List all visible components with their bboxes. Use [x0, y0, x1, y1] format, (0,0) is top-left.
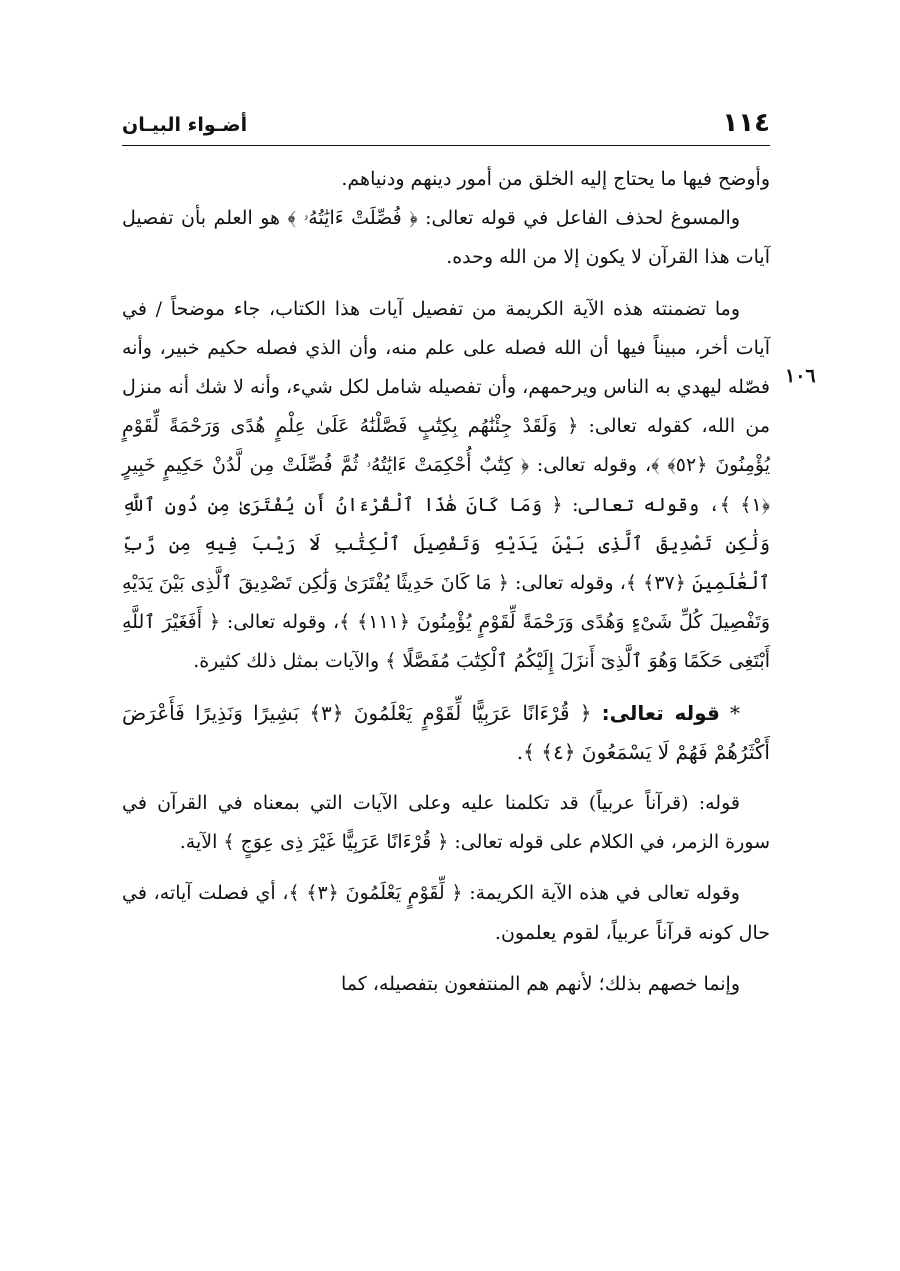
- book-title: أضـواء البيـان: [122, 114, 248, 136]
- paragraph-2: والمسوغ لحذف الفاعل في قوله تعالى: ﴿ فُصِّلَتْ ءَايَٰتُهُۥ ﴾ هو العلم بأن تفصيل آيات هذا القرآن لا يكون إلا من الله وحده.: [122, 207, 770, 269]
- paragraph-6: وإنما خصهم بذلك؛ لأنهم هم المنتفعون بتفصيله، كما: [340, 972, 740, 995]
- paragraph-1: وأوضح فيها ما يحتاج إليه الخلق من أمور دينهم ودنياهم.: [341, 168, 770, 190]
- paragraph-5: وقوله تعالى في هذه الآية الكريمة: ﴿ لِّقَوْمٍ يَعْلَمُونَ ﴿٣﴾ ﴾، أي فصلت آياته، في حال كونه قرآناً عربياً، لقوم يعلمون.: [122, 882, 770, 944]
- header-rule: [122, 145, 770, 146]
- heading-label: قوله تعالى:: [601, 700, 720, 725]
- original-page-marker: ١٠٦: [785, 365, 816, 387]
- heading-verse: ﴿ قُرْءَانًا عَرَبِيًّا لِّقَوْمٍ يَعْلَمُونَ ﴿٣﴾ بَشِيرًا وَنَذِيرًا فَأَعْرَضَ أَكْثَرُهُمْ فَهُمْ لَا يَسْمَعُونَ ﴿٤﴾ ﴾.: [122, 700, 770, 764]
- heading-marker: *: [730, 700, 741, 725]
- page-header: [122, 108, 770, 142]
- body-text: [122, 160, 770, 1004]
- paragraph-4: قوله: (قرآناً عربياً) قد تكلمنا عليه وعلى الآيات التي بمعناه في القرآن في سورة الزمر، في الكلام على قوله تعالى: ﴿ قُرْءَانًا عَرَبِيًّا غَيْرَ ذِى عِوَجٍ ﴾ الآية.: [122, 792, 770, 854]
- page-number: ١١٤: [722, 108, 770, 138]
- verse-heading: [122, 694, 770, 772]
- paragraph-3: وما تضمنته هذه الآية الكريمة من تفصيل آيات هذا الكتاب، جاء موضحاً / في آيات أخر، مبيناً فيها أن الله فصله على علم منه، وأن الذي فصله حكيم خبير، وأنه فصّله ليهدي به الناس ويرحمهم، وأن تفصيله شامل لكل شيء، وأنه لا شك أنه منزل من الله، كقوله تعالى: ﴿ وَلَقَدْ جِئْنَٰهُم بِكِتَٰبٍ فَصَّلْنَٰهُ عَلَىٰ عِلْمٍ هُدًى وَرَحْمَةً لِّقَوْمٍ يُؤْمِنُونَ ﴿٥٢﴾ ﴾، وقوله تعالى: ﴿ كِتَٰبٌ أُحْكِمَتْ ءَايَٰتُهُۥ ثُمَّ فُصِّلَتْ مِن لَّدُنْ حَكِيمٍ خَبِيرٍ ﴿١﴾ ﴾، وقوله تعالى: ﴿ وَمَا كَانَ هَٰذَا ٱلْقُرْءَانُ أَن يُفْتَرَىٰ مِن دُونِ ٱللَّهِ وَلَٰكِن تَصْدِيقَ ٱلَّذِى بَيْنَ يَدَيْهِ وَتَفْصِيلَ ٱلْكِتَٰبِ لَا رَيْبَ فِيهِ مِن رَّبِّ ٱلْعَٰلَمِينَ ﴿٣٧﴾ ﴾، وقوله تعالى: ﴿ مَا كَانَ حَدِيثًا يُفْتَرَىٰ وَلَٰكِن تَصْدِيقَ ٱلَّذِى بَيْنَ يَدَيْهِ وَتَفْصِيلَ كُلِّ شَىْءٍ وَهُدًى وَرَحْمَةً لِّقَوْمٍ يُؤْمِنُونَ ﴿١١١﴾ ﴾، وقوله تعالى: ﴿ أَفَغَيْرَ ٱللَّهِ أَبْتَغِى حَكَمًا وَهُوَ ٱلَّذِىٓ أَنزَلَ إِلَيْكُمُ ٱلْكِتَٰبَ مُفَصَّلًا ﴾ والآيات بمثل ذلك كثيرة.: [122, 297, 770, 673]
